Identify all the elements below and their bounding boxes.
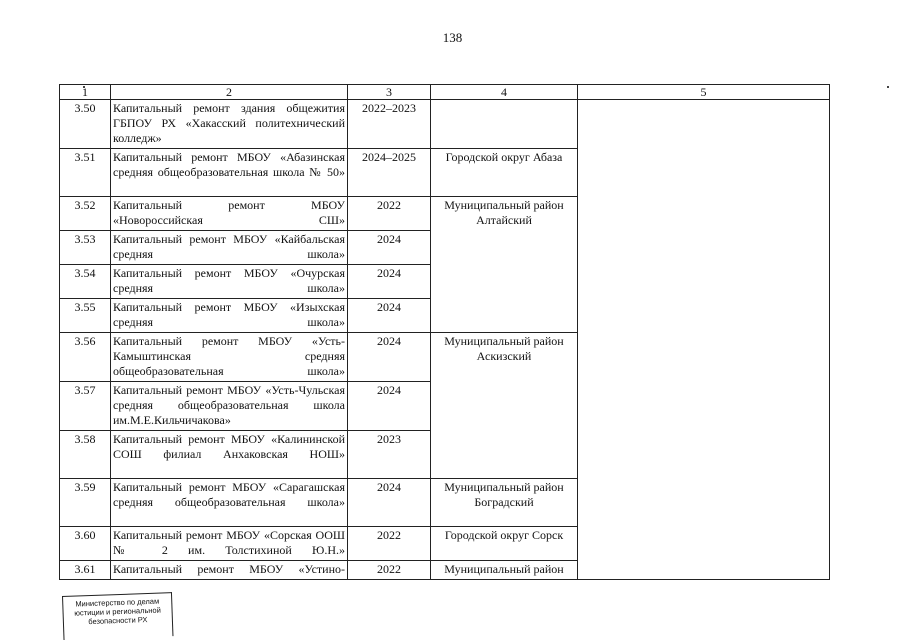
- object-name: Капитальный ремонт МБОУ «Усть-Камыштинская средняя общеобразовательная школа»: [111, 333, 348, 382]
- row-number: 3.56: [60, 333, 111, 382]
- stamp-line: безопасности РХ: [88, 615, 148, 627]
- implementation-years: 2023: [348, 431, 431, 479]
- object-name: Капитальный ремонт МБОУ «Очурская средняя школа»: [111, 265, 348, 299]
- territory: Муниципальный район Алтайский: [431, 197, 578, 333]
- implementation-years: 2024: [348, 265, 431, 299]
- object-name: Капитальный ремонт МБОУ «Сарагашская средняя общеобразовательная школа»: [111, 479, 348, 527]
- row-number: 3.59: [60, 479, 111, 527]
- territory: Муниципальный район Боградский: [431, 479, 578, 527]
- implementation-years: 2022: [348, 527, 431, 561]
- table-header-row: [60, 85, 830, 100]
- table-row: [60, 100, 830, 149]
- row-number: 3.55: [60, 299, 111, 333]
- object-name: Капитальный ремонт МБОУ «Сорская ООШ № 2 им. Толстихиной Ю.Н.»: [111, 527, 348, 561]
- row-number: 3.60: [60, 527, 111, 561]
- page-number: 138: [442, 30, 463, 45]
- registration-stamp: [62, 592, 173, 640]
- implementation-years: 2022–2023: [348, 100, 431, 149]
- territory: Муниципальный район Аскизский: [431, 333, 578, 479]
- object-name: Капитальный ремонт МБОУ «Новороссийская СШ»: [111, 197, 348, 231]
- stamp-line: юстиции и региональной: [74, 605, 161, 618]
- row-number: 3.51: [60, 149, 111, 197]
- object-name: Капитальный ремонт МБОУ «Кайбальская средняя школа»: [111, 231, 348, 265]
- row-number: 3.57: [60, 382, 111, 431]
- object-name: Капитальный ремонт МБОУ «Калининской СОШ филиал Анхаковская НОШ»: [111, 431, 348, 479]
- row-number: 3.58: [60, 431, 111, 479]
- row-number: 3.52: [60, 197, 111, 231]
- row-number: 3.54: [60, 265, 111, 299]
- row-number: 3.53: [60, 231, 111, 265]
- territory: Городской округ Сорск: [431, 527, 578, 561]
- column-header: 4: [431, 85, 578, 100]
- column-header: 1: [60, 85, 111, 100]
- stamp-line: Министерство по делам: [75, 596, 160, 609]
- scan-speck: [887, 86, 889, 88]
- implementation-years: 2024: [348, 479, 431, 527]
- object-name: Капитальный ремонт МБОУ «Усть-Чульская средняя общеобразовательная школа им.М.Е.Кильчичакова»: [111, 382, 348, 431]
- implementation-years: 2024: [348, 299, 431, 333]
- territory: Городской округ Абаза: [431, 149, 578, 197]
- territory: [431, 100, 578, 149]
- object-name: Капитальный ремонт МБОУ «Устино-: [111, 561, 348, 580]
- implementation-years: 2024–2025: [348, 149, 431, 197]
- object-name: Капитальный ремонт МБОУ «Абазинская средняя общеобразовательная школа № 50»: [111, 149, 348, 197]
- implementation-years: 2022: [348, 561, 431, 580]
- object-name: Капитальный ремонт МБОУ «Изыхская средняя школа»: [111, 299, 348, 333]
- row-number: 3.50: [60, 100, 111, 149]
- implementation-years: 2024: [348, 382, 431, 431]
- column-header: 3: [348, 85, 431, 100]
- territory: Муниципальный район: [431, 561, 578, 580]
- column-header: 2: [111, 85, 348, 100]
- column-5-empty: [578, 100, 830, 580]
- implementation-years: 2022: [348, 197, 431, 231]
- row-number: 3.61: [60, 561, 111, 580]
- implementation-years: 2024: [348, 333, 431, 382]
- program-table: [59, 84, 830, 580]
- implementation-years: 2024: [348, 231, 431, 265]
- column-header: 5: [578, 85, 830, 100]
- object-name: Капитальный ремонт здания общежития ГБПОУ РХ «Хакасский политехнический колледж»: [111, 100, 348, 149]
